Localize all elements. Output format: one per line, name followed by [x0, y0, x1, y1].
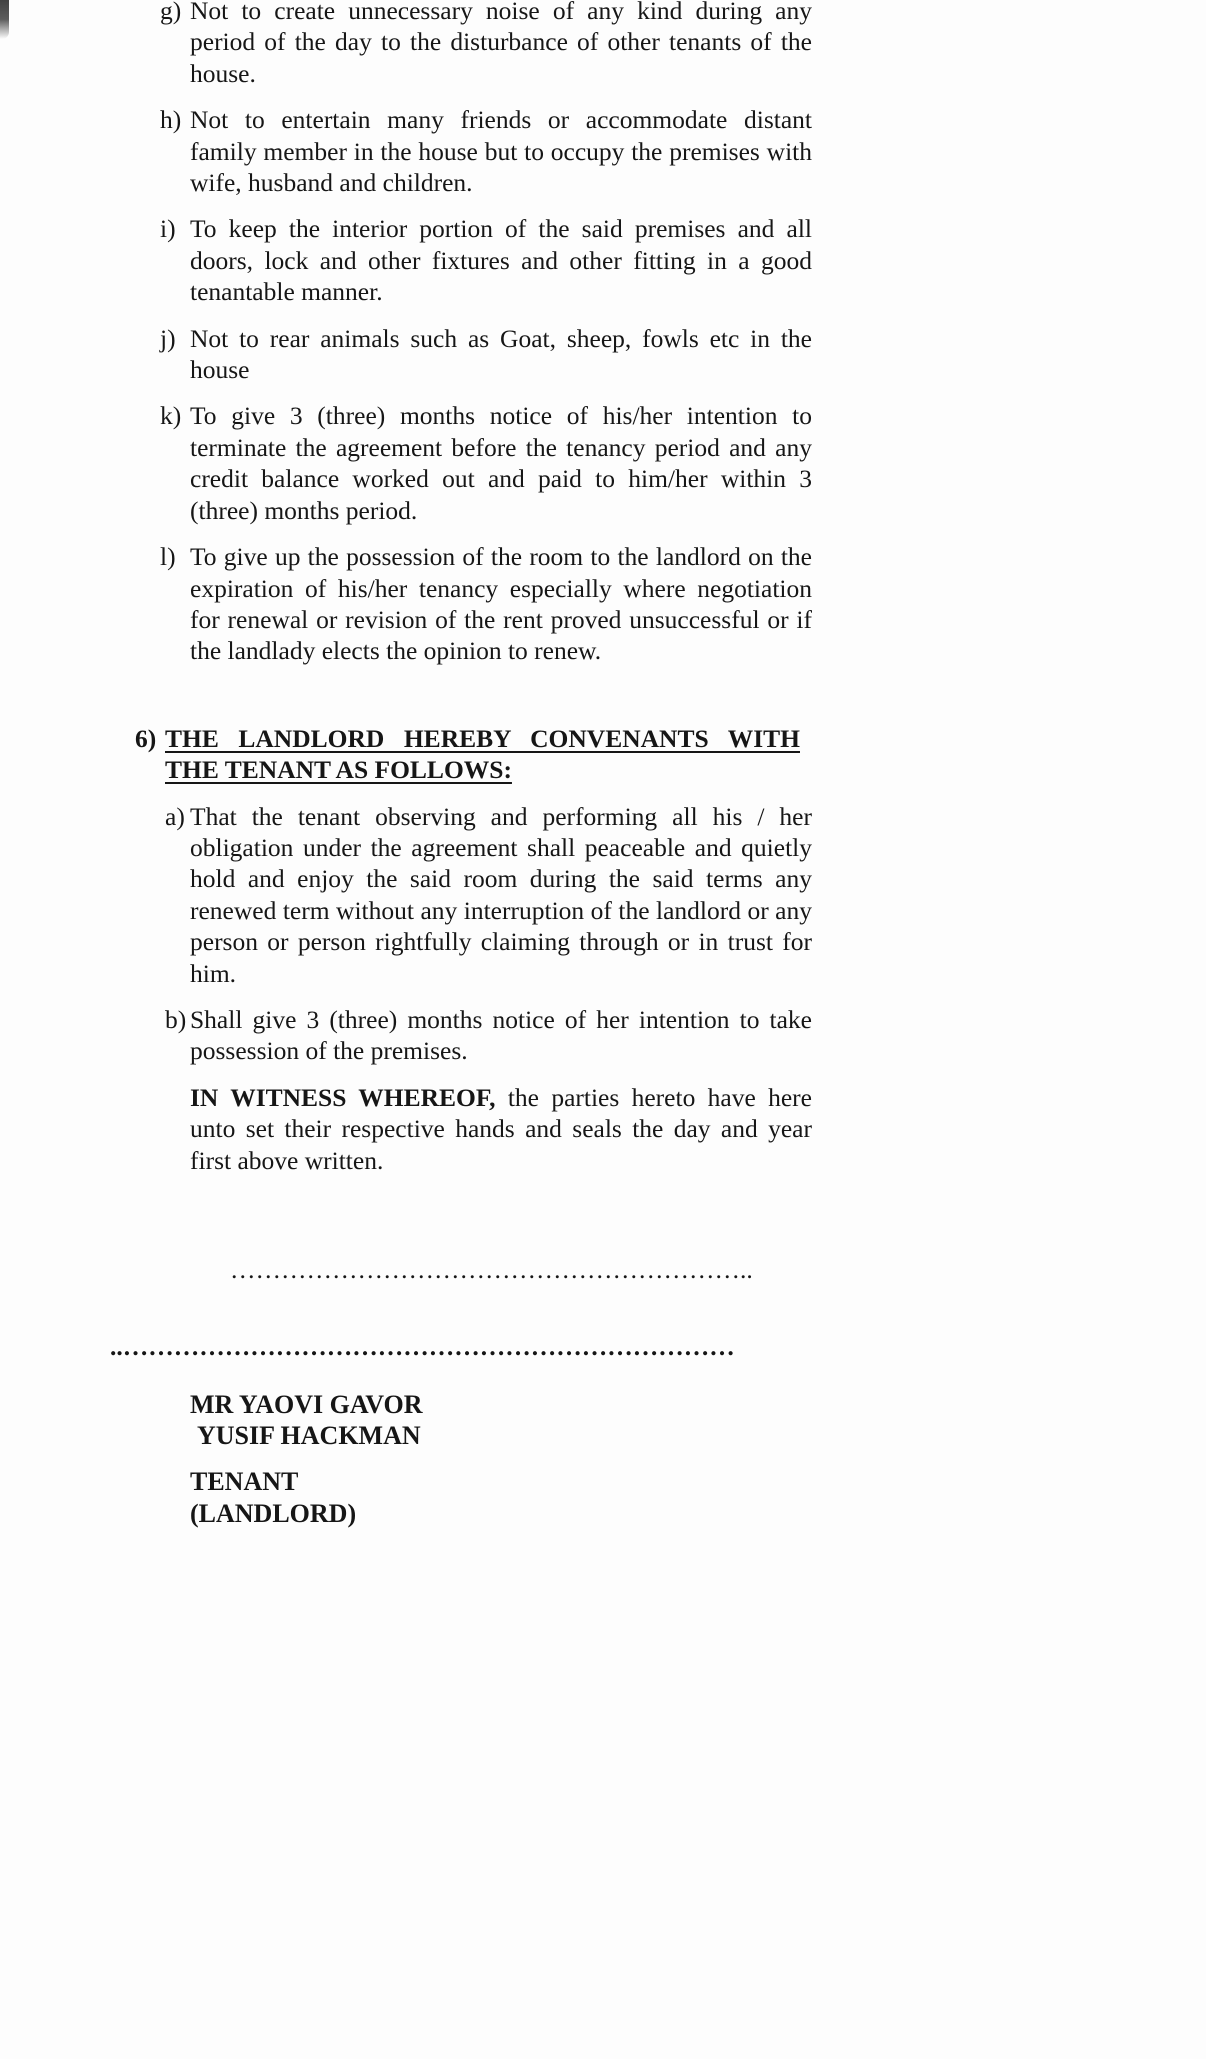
tenant-label: TENANT — [190, 1466, 299, 1496]
clause-item-k — [135, 400, 812, 526]
clause-text: To keep the interior portion of the said premises and all doors, lock and other fixtures and other fitting in a good tenantable manner. — [190, 214, 812, 307]
clause-marker: k) — [160, 401, 182, 431]
signature-dotted-line-2: ..……………………………………………………………… — [110, 1332, 735, 1362]
subclause-item-b — [135, 1004, 812, 1067]
clause-item-h — [135, 104, 812, 198]
witness-body-text: the parties hereto have here unto set their respective hands and seals the day and year first above written. — [190, 1082, 812, 1175]
section-6-heading — [135, 723, 812, 786]
clause-text: Not to entertain many friends or accommodate distant family member in the house but to occupy the premises with wife, husband and children. — [190, 105, 812, 198]
subclause-item-a — [135, 801, 812, 989]
clause-text: To give up the possession of the room to the landlord on the expiration of his/her tenancy especially where negotiation for renewal or revision of the rent proved unsuccessful or if the landlady elects the opinion to renew. — [190, 542, 812, 666]
clause-marker: h) — [160, 105, 182, 135]
clause-text: Not to rear animals such as Goat, sheep, fowls etc in the house — [190, 323, 812, 385]
clause-marker: l) — [160, 542, 176, 572]
subclause-text: That the tenant observing and performing all his / her obligation under the agreement shall peaceable and quietly hold and enjoy the said room during the said terms any renewed term without any interruption of the landlord or any person or person rightfully claiming through or in trust for him. — [190, 801, 812, 988]
clause-item-g — [135, 0, 812, 89]
landlord-name: YUSIF HACKMAN — [197, 1421, 421, 1451]
subclause-marker: b) — [165, 1004, 187, 1034]
subclause-marker: a) — [165, 801, 185, 831]
clause-item-j — [135, 323, 812, 386]
section-marker: 6) — [135, 723, 157, 753]
subclause-text: Shall give 3 (three) months notice of her intention to take possession of the premises. — [190, 1004, 812, 1066]
scan-edge-artifact — [0, 0, 9, 39]
clause-marker: i) — [160, 214, 176, 244]
clause-text: To give 3 (three) months notice of his/her intention to terminate the agreement before the tenancy period and any credit balance worked out and paid to him/her within 3 (three) months period. — [190, 401, 812, 525]
tenant-name: MR YAOVI GAVOR — [190, 1389, 423, 1419]
signatory-roles — [135, 1466, 812, 1530]
witness-lead-text: IN WITNESS WHEREOF, — [190, 1082, 496, 1112]
witness-clause — [135, 1082, 812, 1176]
signature-dotted-line-1: …………………………………………………….. — [230, 1255, 753, 1284]
landlord-label: (LANDLORD) — [190, 1498, 357, 1528]
clause-text: Not to create unnecessary noise of any kind during any period of the day to the disturbance of other tenants of the house. — [190, 0, 812, 88]
clause-marker: j) — [160, 323, 176, 353]
clause-item-i — [135, 213, 812, 307]
clause-item-l — [135, 541, 812, 667]
signatory-names — [135, 1389, 812, 1452]
section-heading-text: THE LANDLORD HEREBY CONVENANTS WITH THE TENANT AS FOLLOWS: — [165, 723, 800, 785]
clause-marker: g) — [160, 0, 182, 25]
